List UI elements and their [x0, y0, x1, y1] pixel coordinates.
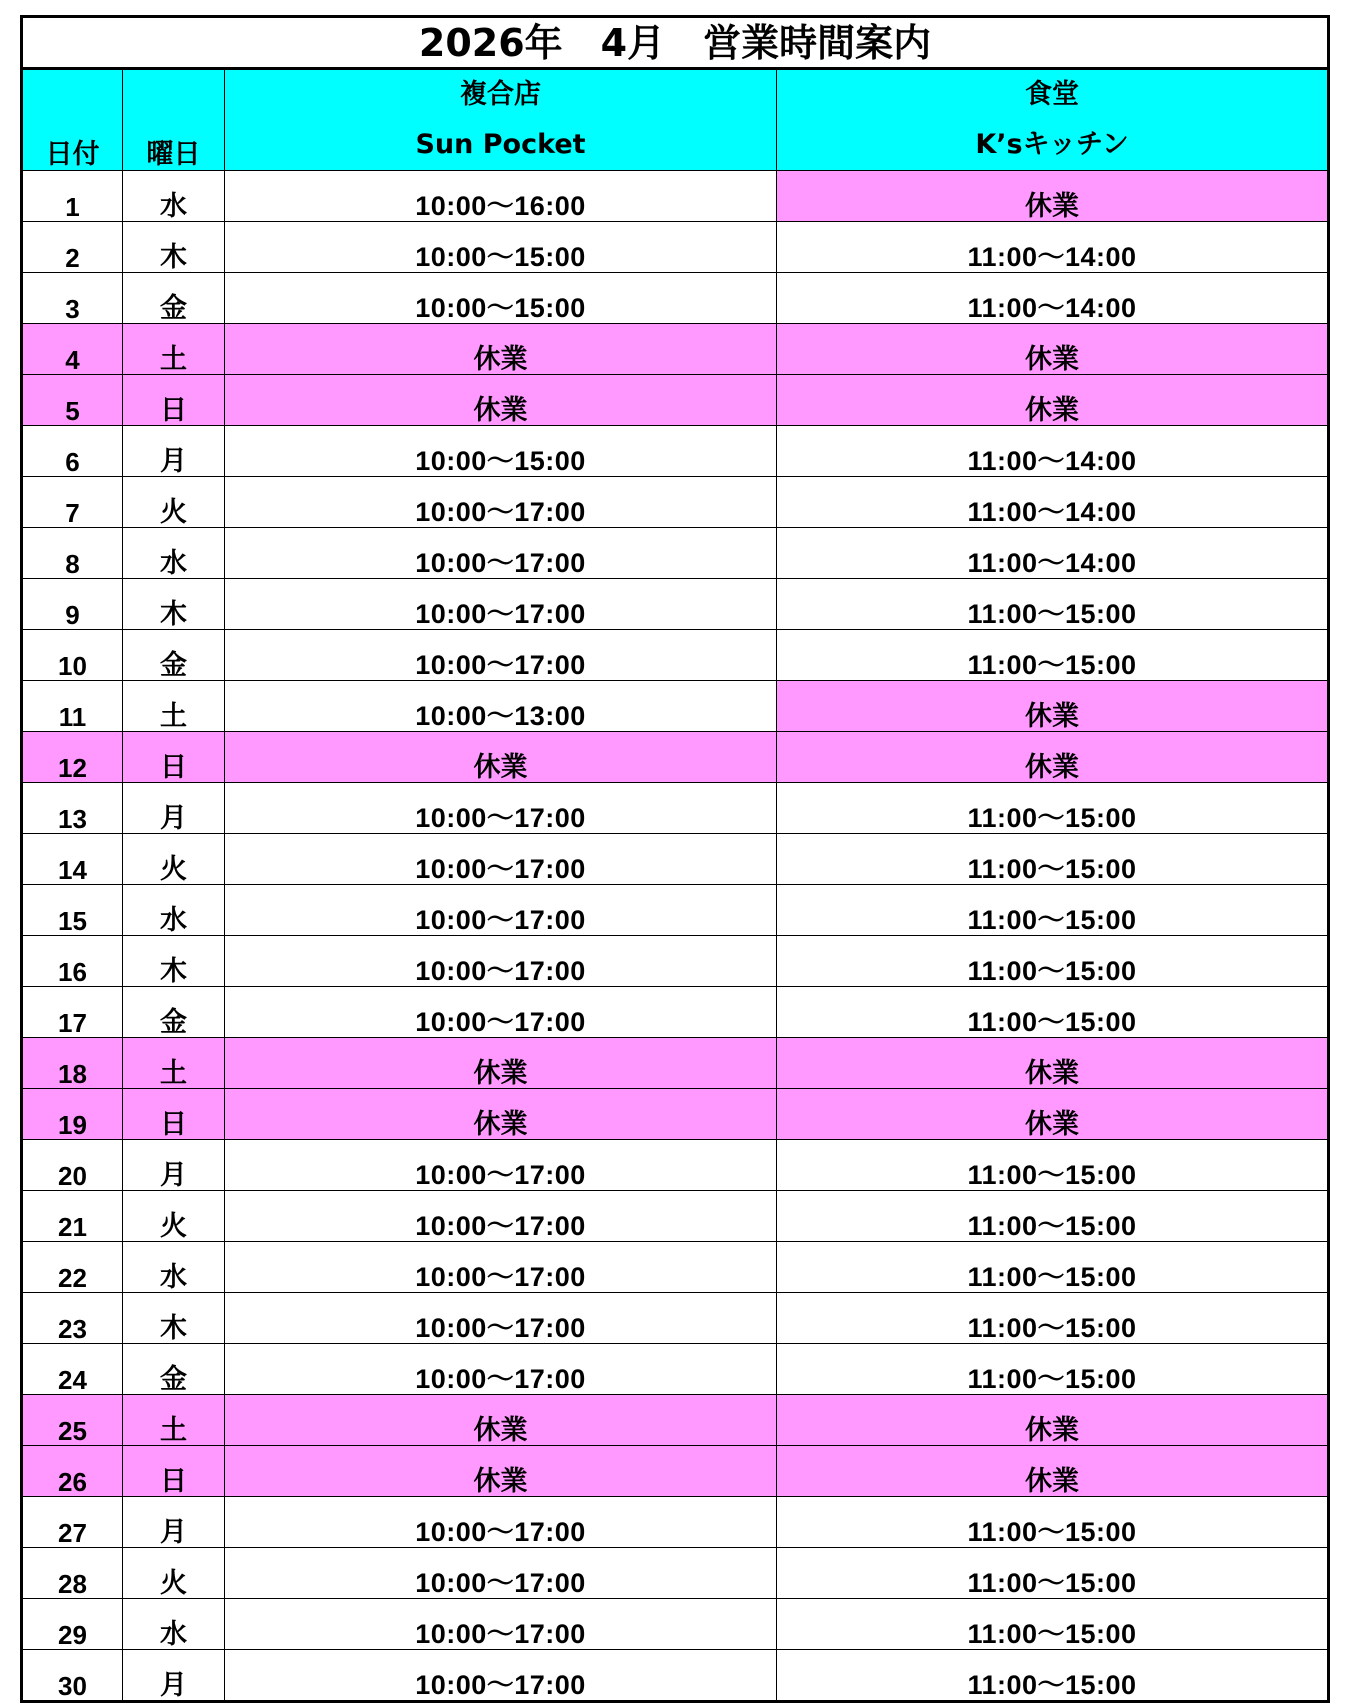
header-date: 日付 [22, 69, 123, 171]
store2-hours-cell: 11:00～14:00 [777, 426, 1329, 477]
day-cell: 16 [22, 936, 123, 987]
store2-hours-cell: 11:00～14:00 [777, 273, 1329, 324]
day-cell: 18 [22, 1038, 123, 1089]
weekday-cell: 木 [123, 936, 225, 987]
table-row [22, 1599, 1329, 1650]
table-row [22, 1548, 1329, 1599]
weekday-cell: 月 [123, 783, 225, 834]
store1-hours-cell: 休業 [225, 732, 777, 783]
weekday-cell: 金 [123, 1344, 225, 1395]
table-row [22, 324, 1329, 375]
day-cell: 17 [22, 987, 123, 1038]
store2-hours-cell: 休業 [777, 1446, 1329, 1497]
day-cell: 4 [22, 324, 123, 375]
store2-hours-cell: 11:00～15:00 [777, 1344, 1329, 1395]
store1-hours-cell: 10:00～15:00 [225, 273, 777, 324]
header-store2-line2: K’sキッチン [975, 129, 1129, 160]
store2-hours-cell: 11:00～15:00 [777, 1242, 1329, 1293]
table-row [22, 1446, 1329, 1497]
store2-hours-cell: 休業 [777, 1038, 1329, 1089]
store2-hours-cell: 11:00～15:00 [777, 1191, 1329, 1242]
store2-hours-cell: 11:00～15:00 [777, 885, 1329, 936]
weekday-cell: 月 [123, 1497, 225, 1548]
business-hours-table [20, 15, 1330, 1703]
store2-hours-cell: 11:00～15:00 [777, 1548, 1329, 1599]
table-row [22, 1650, 1329, 1702]
table-row [22, 426, 1329, 477]
table-row [22, 1140, 1329, 1191]
store1-hours-cell: 休業 [225, 324, 777, 375]
store1-hours-cell: 休業 [225, 375, 777, 426]
header-store1-line2: Sun Pocket [415, 129, 586, 160]
table-row [22, 834, 1329, 885]
store2-hours-cell: 11:00～15:00 [777, 783, 1329, 834]
table-row [22, 936, 1329, 987]
day-cell: 24 [22, 1344, 123, 1395]
weekday-cell: 水 [123, 171, 225, 222]
store2-hours-cell: 11:00～15:00 [777, 1293, 1329, 1344]
store2-hours-cell: 11:00～14:00 [777, 222, 1329, 273]
table-row [22, 630, 1329, 681]
header-store-ks-kitchen [777, 69, 1329, 171]
store1-hours-cell: 休業 [225, 1038, 777, 1089]
weekday-cell: 月 [123, 1650, 225, 1702]
weekday-cell: 金 [123, 630, 225, 681]
day-cell: 29 [22, 1599, 123, 1650]
table-row [22, 171, 1329, 222]
table-row [22, 987, 1329, 1038]
day-cell: 12 [22, 732, 123, 783]
day-cell: 7 [22, 477, 123, 528]
day-cell: 15 [22, 885, 123, 936]
store2-hours-cell: 11:00～15:00 [777, 1497, 1329, 1548]
weekday-cell: 金 [123, 987, 225, 1038]
store1-hours-cell: 10:00～17:00 [225, 1242, 777, 1293]
store2-hours-cell: 11:00～15:00 [777, 1650, 1329, 1702]
store1-hours-cell: 休業 [225, 1446, 777, 1497]
table-row [22, 1191, 1329, 1242]
weekday-cell: 火 [123, 477, 225, 528]
store1-hours-cell: 10:00～17:00 [225, 783, 777, 834]
weekday-cell: 土 [123, 681, 225, 732]
day-cell: 9 [22, 579, 123, 630]
store2-hours-cell: 休業 [777, 732, 1329, 783]
weekday-cell: 木 [123, 579, 225, 630]
table-row [22, 1038, 1329, 1089]
weekday-cell: 水 [123, 885, 225, 936]
weekday-cell: 日 [123, 1446, 225, 1497]
table-row [22, 1242, 1329, 1293]
store1-hours-cell: 10:00～17:00 [225, 936, 777, 987]
weekday-cell: 火 [123, 1191, 225, 1242]
header-row [22, 69, 1329, 171]
table-row [22, 732, 1329, 783]
store2-hours-cell: 11:00～15:00 [777, 834, 1329, 885]
day-cell: 5 [22, 375, 123, 426]
table-row [22, 885, 1329, 936]
weekday-cell: 木 [123, 1293, 225, 1344]
weekday-cell: 月 [123, 1140, 225, 1191]
day-cell: 11 [22, 681, 123, 732]
table-row [22, 783, 1329, 834]
store2-hours-cell: 休業 [777, 375, 1329, 426]
day-cell: 14 [22, 834, 123, 885]
table-row [22, 375, 1329, 426]
day-cell: 28 [22, 1548, 123, 1599]
store2-hours-cell: 休業 [777, 1395, 1329, 1446]
store2-hours-cell: 11:00～14:00 [777, 528, 1329, 579]
table-row [22, 1089, 1329, 1140]
weekday-cell: 水 [123, 1599, 225, 1650]
day-cell: 13 [22, 783, 123, 834]
store1-hours-cell: 10:00～17:00 [225, 1548, 777, 1599]
table-row [22, 579, 1329, 630]
store2-hours-cell: 休業 [777, 324, 1329, 375]
day-cell: 21 [22, 1191, 123, 1242]
weekday-cell: 日 [123, 1089, 225, 1140]
table-row [22, 1497, 1329, 1548]
store2-hours-cell: 休業 [777, 681, 1329, 732]
header-store1-line1: 複合店 [460, 79, 541, 110]
table-row [22, 477, 1329, 528]
store1-hours-cell: 10:00～17:00 [225, 579, 777, 630]
store1-hours-cell: 10:00～17:00 [225, 1344, 777, 1395]
store1-hours-cell: 10:00～17:00 [225, 1497, 777, 1548]
day-cell: 1 [22, 171, 123, 222]
day-cell: 30 [22, 1650, 123, 1702]
store1-hours-cell: 10:00～17:00 [225, 1140, 777, 1191]
store2-hours-cell: 11:00～15:00 [777, 579, 1329, 630]
table-row [22, 1293, 1329, 1344]
header-store-sun-pocket [225, 69, 777, 171]
header-store2-line1: 食堂 [1025, 79, 1080, 110]
table-row [22, 528, 1329, 579]
day-cell: 22 [22, 1242, 123, 1293]
table-row [22, 1395, 1329, 1446]
day-cell: 26 [22, 1446, 123, 1497]
store2-hours-cell: 11:00～15:00 [777, 1140, 1329, 1191]
weekday-cell: 土 [123, 1038, 225, 1089]
header-weekday: 曜日 [123, 69, 225, 171]
weekday-cell: 土 [123, 324, 225, 375]
store1-hours-cell: 10:00～17:00 [225, 834, 777, 885]
day-cell: 27 [22, 1497, 123, 1548]
store1-hours-cell: 10:00～17:00 [225, 630, 777, 681]
store1-hours-cell: 10:00～13:00 [225, 681, 777, 732]
table-row [22, 1344, 1329, 1395]
table-row [22, 222, 1329, 273]
store1-hours-cell: 10:00～17:00 [225, 1650, 777, 1702]
weekday-cell: 日 [123, 732, 225, 783]
store1-hours-cell: 10:00～17:00 [225, 477, 777, 528]
weekday-cell: 月 [123, 426, 225, 477]
day-cell: 19 [22, 1089, 123, 1140]
weekday-cell: 日 [123, 375, 225, 426]
store2-hours-cell: 11:00～15:00 [777, 630, 1329, 681]
store2-hours-cell: 11:00～14:00 [777, 477, 1329, 528]
store2-hours-cell: 休業 [777, 1089, 1329, 1140]
weekday-cell: 土 [123, 1395, 225, 1446]
table-row [22, 273, 1329, 324]
store1-hours-cell: 10:00～15:00 [225, 222, 777, 273]
store2-hours-cell: 11:00～15:00 [777, 987, 1329, 1038]
weekday-cell: 金 [123, 273, 225, 324]
store1-hours-cell: 休業 [225, 1089, 777, 1140]
day-cell: 25 [22, 1395, 123, 1446]
day-cell: 23 [22, 1293, 123, 1344]
store1-hours-cell: 休業 [225, 1395, 777, 1446]
store2-hours-cell: 休業 [777, 171, 1329, 222]
store1-hours-cell: 10:00～17:00 [225, 528, 777, 579]
store1-hours-cell: 10:00～17:00 [225, 1191, 777, 1242]
store1-hours-cell: 10:00～17:00 [225, 1599, 777, 1650]
store1-hours-cell: 10:00～17:00 [225, 1293, 777, 1344]
weekday-cell: 火 [123, 1548, 225, 1599]
weekday-cell: 火 [123, 834, 225, 885]
weekday-cell: 木 [123, 222, 225, 273]
store1-hours-cell: 10:00～17:00 [225, 885, 777, 936]
store1-hours-cell: 10:00～16:00 [225, 171, 777, 222]
store2-hours-cell: 11:00～15:00 [777, 936, 1329, 987]
title-row [22, 17, 1329, 69]
day-cell: 3 [22, 273, 123, 324]
store1-hours-cell: 10:00～17:00 [225, 987, 777, 1038]
day-cell: 20 [22, 1140, 123, 1191]
store2-hours-cell: 11:00～15:00 [777, 1599, 1329, 1650]
day-cell: 6 [22, 426, 123, 477]
table-row [22, 681, 1329, 732]
weekday-cell: 水 [123, 1242, 225, 1293]
store1-hours-cell: 10:00～15:00 [225, 426, 777, 477]
page-title: 2026年 4月 営業時間案内 [22, 17, 1329, 69]
weekday-cell: 水 [123, 528, 225, 579]
day-cell: 8 [22, 528, 123, 579]
day-cell: 2 [22, 222, 123, 273]
day-cell: 10 [22, 630, 123, 681]
